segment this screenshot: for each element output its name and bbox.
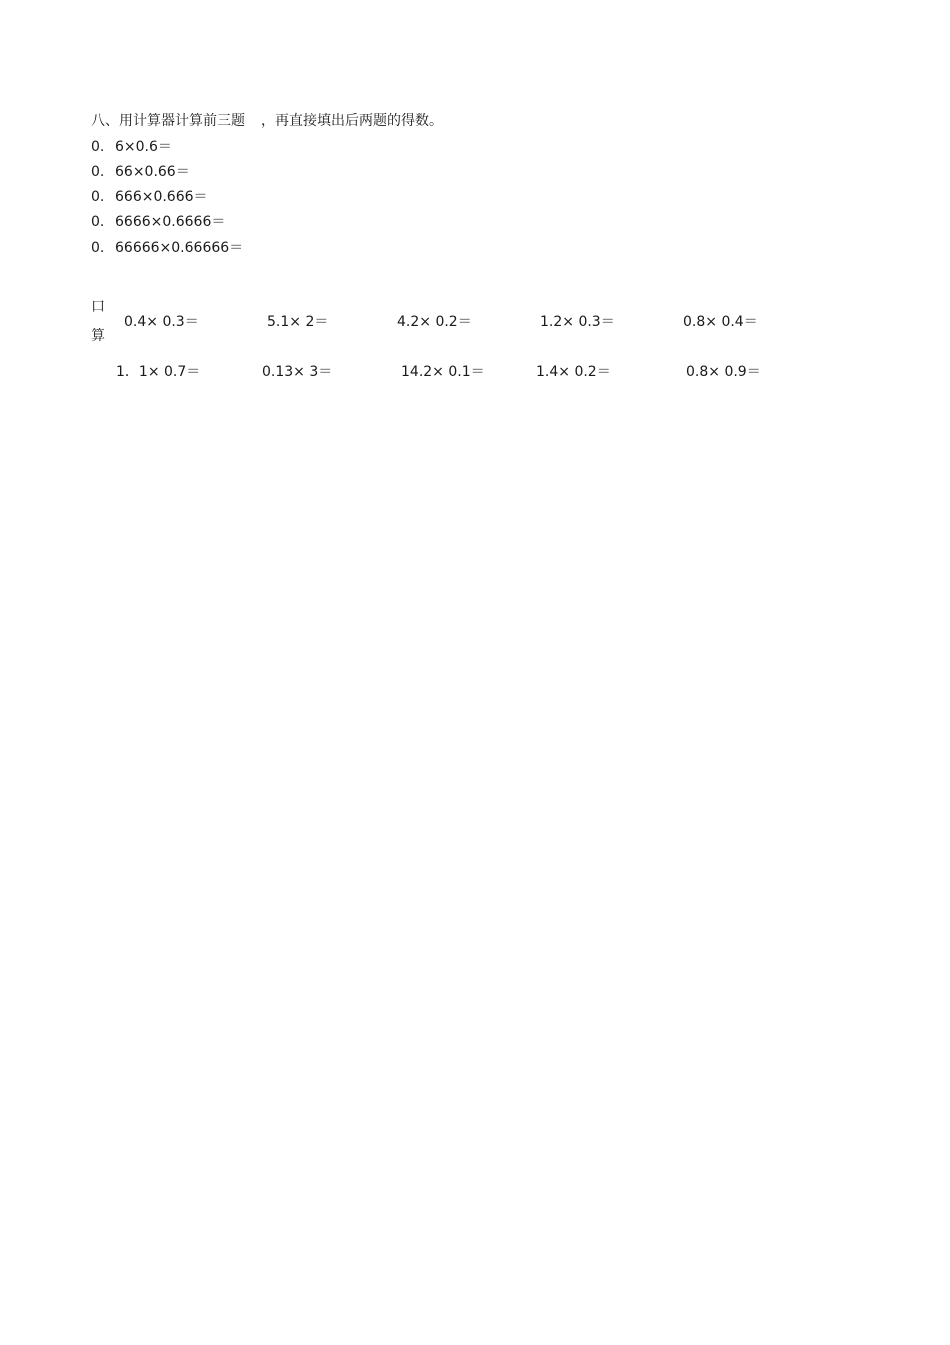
problem-prefix: 0. bbox=[91, 214, 105, 230]
oral-label-bottom: 算 bbox=[91, 328, 105, 344]
oral-row2-item5: 0.8× 0.9＝ bbox=[686, 364, 761, 380]
calc-problem-1 bbox=[91, 138, 172, 156]
heading-separator: ， bbox=[261, 113, 275, 129]
problem-expression: 6×0.6＝ bbox=[115, 139, 172, 155]
oral-row1-item1: 0.4× 0.3＝ bbox=[124, 314, 199, 330]
problem-expression: 66666×0.66666＝ bbox=[115, 240, 244, 256]
problem-prefix: 0. bbox=[91, 240, 105, 256]
oral-row2-item3: 14.2× 0.1＝ bbox=[401, 364, 485, 380]
oral-label-top: 口 bbox=[91, 299, 105, 315]
oral-row1-item3: 4.2× 0.2＝ bbox=[397, 314, 472, 330]
heading-part1: 八、用计算器计算前三题 bbox=[91, 113, 245, 129]
oral-row2-item2: 0.13× 3＝ bbox=[262, 364, 333, 380]
calc-problem-4 bbox=[91, 213, 225, 231]
calc-problem-5 bbox=[91, 239, 243, 257]
oral-row2-item1: 1．1× 0.7＝ bbox=[116, 364, 201, 380]
section-heading bbox=[91, 112, 443, 130]
heading-part2: 再直接填出后两题的得数。 bbox=[275, 113, 443, 129]
problem-prefix: 0. bbox=[91, 139, 105, 155]
oral-row1-item5: 0.8× 0.4＝ bbox=[683, 314, 758, 330]
calc-problem-3 bbox=[91, 188, 208, 206]
problem-expression: 6666×0.6666＝ bbox=[115, 214, 226, 230]
problem-prefix: 0. bbox=[91, 164, 105, 180]
problem-prefix: 0. bbox=[91, 189, 105, 205]
calc-problem-2 bbox=[91, 163, 190, 181]
problem-expression: 66×0.66＝ bbox=[115, 164, 190, 180]
oral-row1-item2: 5.1× 2＝ bbox=[267, 314, 329, 330]
oral-row1-item4: 1.2× 0.3＝ bbox=[540, 314, 615, 330]
problem-expression: 666×0.666＝ bbox=[115, 189, 208, 205]
oral-row2-item4: 1.4× 0.2＝ bbox=[536, 364, 611, 380]
